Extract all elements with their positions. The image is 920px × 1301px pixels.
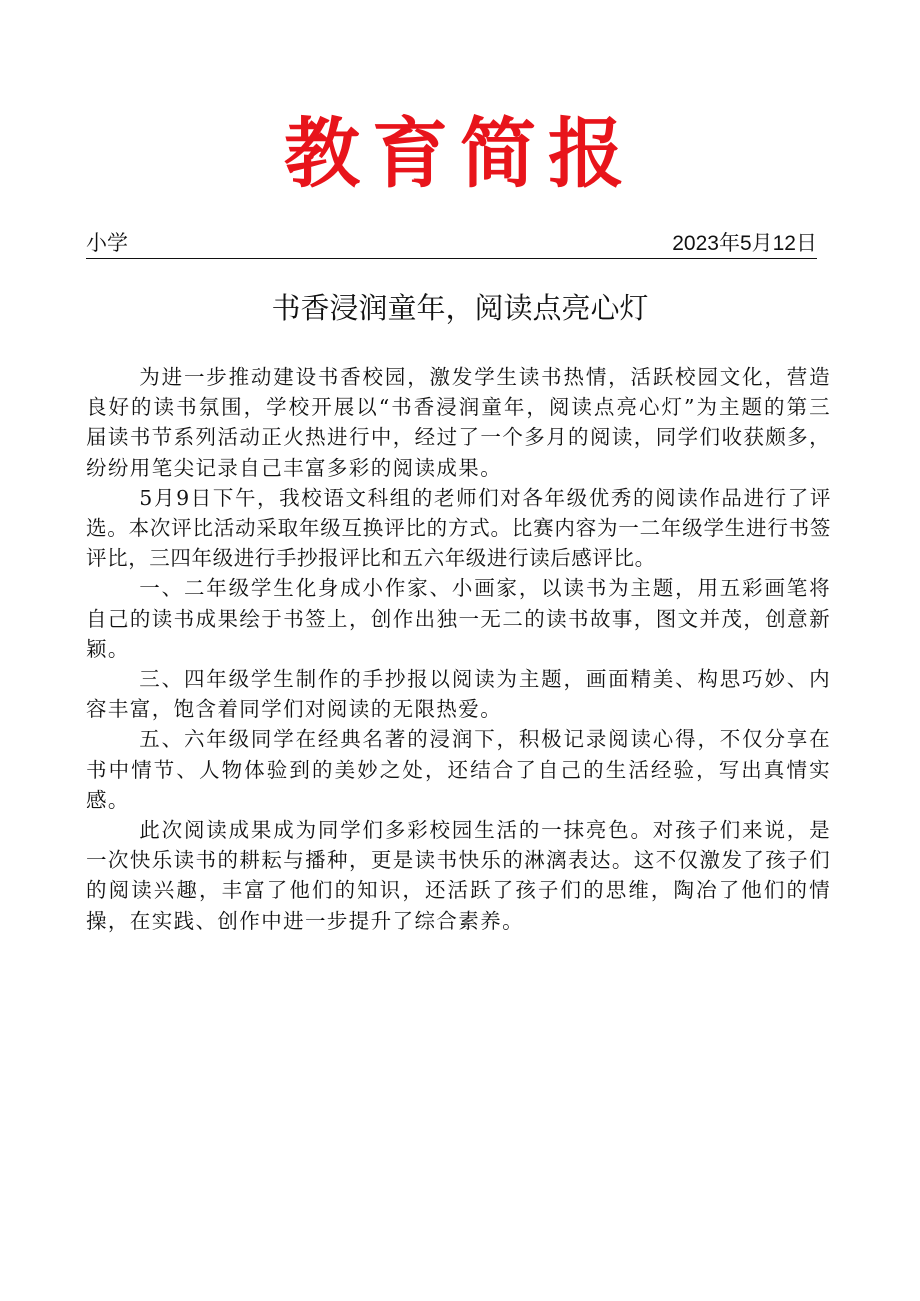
article-body	[86, 362, 831, 936]
issue-info-line	[86, 230, 817, 259]
article-paragraph-grade-1-2: 一、二年级学生化身成小作家、小画家，以读书为主题，用五彩画笔将自己的读书成果绘于书签上，创作出独一无二的读书故事，图文并茂，创意新颖。	[86, 576, 831, 661]
article-paragraph-evaluation: 5月9日下午，我校语文科组的老师们对各年级优秀的阅读作品进行了评选。本次评比活动采取年级互换评比的方式。比赛内容为一二年级学生进行书签评比，三四年级进行手抄报评比和五六年级进行读后感评比。	[86, 485, 831, 571]
article-paragraph-grade-5-6: 五、六年级同学在经典名著的浸润下，积极记录阅读心得，不仅分享在书中情节、人物体验到的美妙之处，还结合了自己的生活经验，写出真情实感。	[86, 727, 831, 812]
newsletter-masthead-title: 教育简报	[284, 109, 636, 198]
article-headline: 书香浸润童年，阅读点亮心灯	[271, 291, 649, 325]
school-name: 小学	[86, 232, 128, 255]
article-paragraph-grade-3-4: 三、四年级学生制作的手抄报以阅读为主题，画面精美、构思巧妙、内容丰富，饱含着同学们对阅读的无限热爱。	[86, 667, 831, 722]
article-paragraph-intro: 为进一步推动建设书香校园，激发学生读书热情，活跃校园文化，营造良好的读书氛围，学校开展以“书香浸润童年，阅读点亮心灯”为主题的第三届读书节系列活动正火热进行中，经过了一个多月的阅读，同学们收获颇多，纷纷用笔尖记录自己丰富多彩的阅读成果。	[86, 365, 831, 480]
article-paragraph-conclusion: 此次阅读成果成为同学们多彩校园生活的一抹亮色。对孩子们来说，是一次快乐读书的耕耘与播种，更是读书快乐的淋漓表达。这不仅激发了孩子们的阅读兴趣，丰富了他们的知识，还活跃了孩子们的思维，陶冶了他们的情操，在实践、创作中进一步提升了综合素养。	[86, 818, 831, 933]
issue-date: 2023年5月12日	[672, 232, 817, 255]
